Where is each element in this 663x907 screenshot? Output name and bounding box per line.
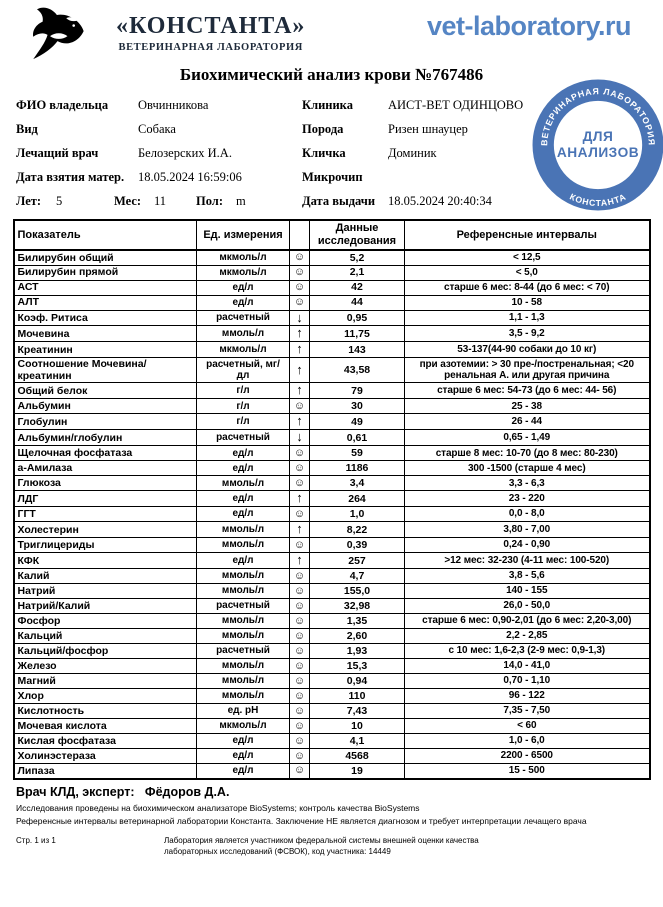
stamp-center-line1: ДЛЯ xyxy=(582,128,614,144)
table-row xyxy=(14,644,650,659)
reference-interval: 3,8 - 5,6 xyxy=(405,569,650,584)
analyte-value: 0,95 xyxy=(310,310,405,326)
table-row xyxy=(14,522,650,538)
analyte-value: 257 xyxy=(310,553,405,569)
analyte-unit: расчетный xyxy=(197,310,290,326)
analyte-unit: ммоль/л xyxy=(197,538,290,553)
analyte-value: 1,0 xyxy=(310,507,405,522)
reference-interval: 2,2 - 2,85 xyxy=(405,629,650,644)
smiley-icon: ☺ xyxy=(290,507,310,522)
table-row xyxy=(14,295,650,310)
reference-interval: 0,0 - 8,0 xyxy=(405,507,650,522)
analyte-name: КФК xyxy=(14,553,197,569)
analyte-name: Креатинин xyxy=(14,342,197,358)
analyte-name: Железо xyxy=(14,659,197,674)
analyte-value: 42 xyxy=(310,280,405,295)
smiley-icon: ☺ xyxy=(290,461,310,476)
analyte-value: 1186 xyxy=(310,461,405,476)
analyte-name: ЛДГ xyxy=(14,491,197,507)
issue-date-value: 18.05.2024 20:40:34 xyxy=(388,193,492,208)
table-row xyxy=(14,553,650,569)
table-row xyxy=(14,614,650,629)
reference-interval: 26,0 - 50,0 xyxy=(405,599,650,614)
analyte-unit: ммоль/л xyxy=(197,689,290,704)
table-row xyxy=(14,659,650,674)
arrow-up-icon: ↑ xyxy=(290,326,310,342)
smiley-icon: ☺ xyxy=(290,584,310,599)
table-row xyxy=(14,599,650,614)
smiley-icon: ☺ xyxy=(290,265,310,280)
reference-interval: 7,35 - 7,50 xyxy=(405,704,650,719)
reference-interval: 0,65 - 1,49 xyxy=(405,430,650,446)
reference-interval: при азотемии: > 30 пре-/постренальная; <20 ренальная А. или другая причина xyxy=(405,358,650,383)
arrow-up-icon: ↑ xyxy=(290,522,310,538)
vet-label: Лечащий врач xyxy=(16,145,99,160)
analyte-value: 0,61 xyxy=(310,430,405,446)
analyte-name: Глюкоза xyxy=(14,476,197,491)
accreditation-note: Лаборатория является участником федеральной системы внешней оценки качества лабораторных исследований (ФСВОК), код участника: 14449 xyxy=(164,835,479,856)
table-row xyxy=(14,461,650,476)
table-row xyxy=(14,265,650,280)
table-row xyxy=(14,507,650,522)
analyte-name: Кальций xyxy=(14,629,197,644)
owner-label: ФИО владельца xyxy=(16,97,109,112)
stamp-ring-bottom-text: КОНСТАНТА xyxy=(568,191,628,208)
smiley-icon: ☺ xyxy=(290,614,310,629)
analyte-name: Билирубин общий xyxy=(14,250,197,265)
smiley-icon: ☺ xyxy=(290,280,310,295)
table-row xyxy=(14,764,650,779)
analyte-name: Кальций/фосфор xyxy=(14,644,197,659)
issue-date-label: Дата выдачи xyxy=(302,193,376,208)
reference-interval: 96 - 122 xyxy=(405,689,650,704)
table-row xyxy=(14,629,650,644)
analyte-name: Альбумин/глобулин xyxy=(14,430,197,446)
clinic-value: АИСТ-ВЕТ ОДИНЦОВО xyxy=(388,97,524,112)
arrow-down-icon: ↓ xyxy=(290,310,310,326)
reference-interval: 1,1 - 1,3 xyxy=(405,310,650,326)
reference-interval: 3,80 - 7,00 xyxy=(405,522,650,538)
analyte-name: Щелочная фосфатаза xyxy=(14,446,197,461)
analyte-unit: ммоль/л xyxy=(197,476,290,491)
analyte-value: 10 xyxy=(310,719,405,734)
pet-name-label: Кличка xyxy=(302,145,346,160)
reference-interval: < 60 xyxy=(405,719,650,734)
analyte-value: 2,60 xyxy=(310,629,405,644)
analyte-value: 155,0 xyxy=(310,584,405,599)
smiley-icon: ☺ xyxy=(290,719,310,734)
report-header xyxy=(0,0,663,61)
table-row xyxy=(14,358,650,383)
analyte-unit: г/л xyxy=(197,383,290,399)
analyte-value: 1,35 xyxy=(310,614,405,629)
analyte-value: 7,43 xyxy=(310,704,405,719)
analyte-unit: ед/л xyxy=(197,280,290,295)
arrow-up-icon: ↑ xyxy=(290,414,310,430)
analyte-unit: ед/л xyxy=(197,491,290,507)
sex-value: m xyxy=(236,193,246,208)
smiley-icon: ☺ xyxy=(290,644,310,659)
analyte-unit: мкмоль/л xyxy=(197,719,290,734)
analyte-unit: ммоль/л xyxy=(197,569,290,584)
analyte-value: 59 xyxy=(310,446,405,461)
analyte-name: Холестерин xyxy=(14,522,197,538)
analyte-value: 49 xyxy=(310,414,405,430)
brand-name: «КОНСТАНТА» xyxy=(116,13,306,39)
patient-info xyxy=(16,93,647,213)
table-row xyxy=(14,342,650,358)
smiley-icon: ☺ xyxy=(290,399,310,414)
analyte-name: Кислотность xyxy=(14,704,197,719)
analyte-value: 110 xyxy=(310,689,405,704)
analyte-name: Кислая фосфатаза xyxy=(14,734,197,749)
sex-label: Пол: xyxy=(196,193,223,208)
analyte-name: Коэф. Ритиса xyxy=(14,310,197,326)
breed-label: Порода xyxy=(302,121,344,136)
reference-interval: 26 - 44 xyxy=(405,414,650,430)
smiley-icon: ☺ xyxy=(290,764,310,779)
smiley-icon: ☺ xyxy=(290,295,310,310)
analyte-name: АСТ xyxy=(14,280,197,295)
analyte-value: 30 xyxy=(310,399,405,414)
analyte-unit: ед/л xyxy=(197,764,290,779)
analyte-value: 4,7 xyxy=(310,569,405,584)
reference-interval: с 10 мес: 1,6-2,3 (2-9 мес: 0,9-1,3) xyxy=(405,644,650,659)
analyte-name: Холинэстераза xyxy=(14,749,197,764)
table-row xyxy=(14,399,650,414)
reference-interval: 10 - 58 xyxy=(405,295,650,310)
analyte-name: Мочевина xyxy=(14,326,197,342)
footer-bottom xyxy=(16,836,663,858)
reference-interval: 53-137(44-90 собаки до 10 кг) xyxy=(405,342,650,358)
col-header-unit: Ед. измерения xyxy=(197,220,290,250)
analyte-value: 3,4 xyxy=(310,476,405,491)
analyte-value: 0,39 xyxy=(310,538,405,553)
reference-interval: < 12,5 xyxy=(405,250,650,265)
vet-value: Белозерских И.А. xyxy=(138,145,232,160)
table-row xyxy=(14,280,650,295)
page-number: Стр. 1 из 1 xyxy=(16,835,56,845)
table-row xyxy=(14,430,650,446)
reference-interval: 3,3 - 6,3 xyxy=(405,476,650,491)
reference-interval: старше 6 мес: 0,90-2,01 (до 6 мес: 2,20-3,00) xyxy=(405,614,650,629)
smiley-icon: ☺ xyxy=(290,674,310,689)
analyte-unit: ммоль/л xyxy=(197,629,290,644)
smiley-icon: ☺ xyxy=(290,538,310,553)
table-row xyxy=(14,749,650,764)
analyte-value: 2,1 xyxy=(310,265,405,280)
analyte-name: а-Амилаза xyxy=(14,461,197,476)
analyte-name: Соотношение Мочевина/креатинин xyxy=(14,358,197,383)
table-row xyxy=(14,569,650,584)
breed-value: Ризен шнауцер xyxy=(388,121,468,136)
analyte-unit: ед/л xyxy=(197,446,290,461)
doctor-line xyxy=(16,785,663,799)
reference-interval: 140 - 155 xyxy=(405,584,650,599)
doctor-name: Фёдоров Д.А. xyxy=(144,784,230,799)
analyte-value: 0,94 xyxy=(310,674,405,689)
analyte-name: Липаза xyxy=(14,764,197,779)
smiley-icon: ☺ xyxy=(290,569,310,584)
table-row xyxy=(14,538,650,553)
analyte-value: 44 xyxy=(310,295,405,310)
smiley-icon: ☺ xyxy=(290,476,310,491)
reference-interval: 2200 - 6500 xyxy=(405,749,650,764)
reference-interval: >12 мес: 32-230 (4-11 мес: 100-520) xyxy=(405,553,650,569)
sample-date-label: Дата взятия матер. xyxy=(16,169,125,184)
website-url: vet-laboratory.ru xyxy=(426,11,631,41)
analyte-name: Натрий/Калий xyxy=(14,599,197,614)
doctor-label: Врач КЛД, эксперт: xyxy=(16,784,135,799)
reference-note: Референсные интервалы ветеринарной лаборатории Константа. Заключение НЕ является диагнозом и требует интерпретации лечащего врача xyxy=(16,816,587,827)
analyte-unit: ммоль/л xyxy=(197,674,290,689)
reference-interval: 300 -1500 (старше 4 мес) xyxy=(405,461,650,476)
analyte-name: Фосфор xyxy=(14,614,197,629)
analyte-value: 11,75 xyxy=(310,326,405,342)
analyte-name: Билирубин прямой xyxy=(14,265,197,280)
analyte-name: Хлор xyxy=(14,689,197,704)
table-row xyxy=(14,383,650,399)
analyte-unit: мкмоль/л xyxy=(197,342,290,358)
analyte-value: 32,98 xyxy=(310,599,405,614)
results-tbody xyxy=(14,250,650,779)
arrow-up-icon: ↑ xyxy=(290,491,310,507)
report-title: Биохимический анализ крови №767486 xyxy=(179,65,484,84)
reference-interval: 0,24 - 0,90 xyxy=(405,538,650,553)
analyte-value: 264 xyxy=(310,491,405,507)
years-value: 5 xyxy=(56,193,63,208)
analyte-name: Триглицериды xyxy=(14,538,197,553)
analyte-name: ГГТ xyxy=(14,507,197,522)
col-header-value: Данные исследования xyxy=(310,220,405,250)
analyte-value: 143 xyxy=(310,342,405,358)
analyte-unit: расчетный xyxy=(197,644,290,659)
footer-notes xyxy=(16,802,663,829)
table-row xyxy=(14,326,650,342)
analyte-unit: мкмоль/л xyxy=(197,265,290,280)
lab-brand xyxy=(14,5,305,61)
pet-name-value: Доминик xyxy=(388,145,437,160)
analyte-unit: г/л xyxy=(197,399,290,414)
analyte-unit: ед/л xyxy=(197,749,290,764)
analyte-unit: ммоль/л xyxy=(197,522,290,538)
reference-interval: 3,5 - 9,2 xyxy=(405,326,650,342)
arrow-up-icon: ↑ xyxy=(290,342,310,358)
reference-interval: 1,0 - 6,0 xyxy=(405,734,650,749)
microchip-label: Микрочип xyxy=(302,169,363,184)
brand-text xyxy=(116,13,305,53)
months-value: 11 xyxy=(154,193,167,208)
analyte-name: Калий xyxy=(14,569,197,584)
info-row xyxy=(16,117,647,141)
table-row xyxy=(14,310,650,326)
brand-subtitle: ВЕТЕРИНАРНАЯ ЛАБОРАТОРИЯ xyxy=(118,42,303,53)
info-row xyxy=(16,165,647,189)
analyzer-note: Исследования проведены на биохимическом анализаторе BioSystems; контроль качества BioSystems xyxy=(16,802,420,813)
analyte-name: Глобулин xyxy=(14,414,197,430)
table-row xyxy=(14,491,650,507)
table-row xyxy=(14,584,650,599)
arrow-down-icon: ↓ xyxy=(290,430,310,446)
analyte-unit: расчетный xyxy=(197,430,290,446)
table-row xyxy=(14,674,650,689)
arrow-up-icon: ↑ xyxy=(290,358,310,383)
table-row xyxy=(14,446,650,461)
table-row xyxy=(14,734,650,749)
analyte-name: Общий белок xyxy=(14,383,197,399)
clinic-label: Клиника xyxy=(302,97,353,112)
smiley-icon: ☺ xyxy=(290,659,310,674)
stamp-center-line2: АНАЛИЗОВ xyxy=(556,145,640,161)
col-header-analyte: Показатель xyxy=(14,220,197,250)
analyte-value: 79 xyxy=(310,383,405,399)
reference-interval: < 5,0 xyxy=(405,265,650,280)
sample-date-value: 18.05.2024 16:59:06 xyxy=(138,169,242,184)
analyte-name: Натрий xyxy=(14,584,197,599)
analyte-unit: ед/л xyxy=(197,507,290,522)
smiley-icon: ☺ xyxy=(290,629,310,644)
analyte-unit: ед. pH xyxy=(197,704,290,719)
analyte-unit: ед/л xyxy=(197,295,290,310)
analyte-value: 43,58 xyxy=(310,358,405,383)
table-row xyxy=(14,719,650,734)
analyte-unit: ммоль/л xyxy=(197,326,290,342)
reference-interval: 25 - 38 xyxy=(405,399,650,414)
smiley-icon: ☺ xyxy=(290,599,310,614)
reference-interval: 0,70 - 1,10 xyxy=(405,674,650,689)
analyte-name: Магний xyxy=(14,674,197,689)
orca-logo-icon xyxy=(14,5,106,61)
stamp-ring-top-text: ВЕТЕРИНАРНАЯ ЛАБОРАТОРИЯ xyxy=(539,86,657,147)
smiley-icon: ☺ xyxy=(290,689,310,704)
reference-interval: старше 6 мес: 54-73 (до 6 мес: 44- 56) xyxy=(405,383,650,399)
analyte-value: 15,3 xyxy=(310,659,405,674)
analyte-value: 4568 xyxy=(310,749,405,764)
analyte-unit: ммоль/л xyxy=(197,584,290,599)
smiley-icon: ☺ xyxy=(290,250,310,265)
info-row-age xyxy=(16,189,647,213)
info-row xyxy=(16,141,647,165)
reference-interval: 14,0 - 41,0 xyxy=(405,659,650,674)
col-header-reference: Референсные интервалы xyxy=(405,220,650,250)
reference-interval: 15 - 500 xyxy=(405,764,650,779)
analyte-value: 19 xyxy=(310,764,405,779)
results-table xyxy=(13,219,651,780)
reference-interval: старше 6 мес: 8-44 (до 6 мес: < 70) xyxy=(405,280,650,295)
smiley-icon: ☺ xyxy=(290,446,310,461)
analyte-unit: ед/л xyxy=(197,734,290,749)
owner-value: Овчинникова xyxy=(138,97,209,112)
analyte-name: Мочевая кислота xyxy=(14,719,197,734)
table-row xyxy=(14,414,650,430)
table-row xyxy=(14,704,650,719)
analyte-unit: ммоль/л xyxy=(197,614,290,629)
species-value: Собака xyxy=(138,121,176,136)
arrow-up-icon: ↑ xyxy=(290,553,310,569)
years-label: Лет: xyxy=(16,193,42,208)
reference-interval: старше 8 мес: 10-70 (до 8 мес: 80-230) xyxy=(405,446,650,461)
arrow-up-icon: ↑ xyxy=(290,383,310,399)
table-header-row xyxy=(14,220,650,250)
species-label: Вид xyxy=(16,121,38,136)
analyte-unit: г/л xyxy=(197,414,290,430)
analyte-value: 4,1 xyxy=(310,734,405,749)
analyte-value: 5,2 xyxy=(310,250,405,265)
info-row xyxy=(16,93,647,117)
smiley-icon: ☺ xyxy=(290,704,310,719)
table-row xyxy=(14,476,650,491)
col-header-status xyxy=(290,220,310,250)
table-row xyxy=(14,689,650,704)
table-row xyxy=(14,250,650,265)
analyte-value: 1,93 xyxy=(310,644,405,659)
analyte-unit: ед/л xyxy=(197,553,290,569)
smiley-icon: ☺ xyxy=(290,734,310,749)
analyte-name: АЛТ xyxy=(14,295,197,310)
analyte-unit: расчетный, мг/дл xyxy=(197,358,290,383)
months-label: Мес: xyxy=(114,193,142,208)
analyte-unit: ед/л xyxy=(197,461,290,476)
reference-interval: 23 - 220 xyxy=(405,491,650,507)
analyte-unit: расчетный xyxy=(197,599,290,614)
analyte-unit: ммоль/л xyxy=(197,659,290,674)
smiley-icon: ☺ xyxy=(290,749,310,764)
analyte-name: Альбумин xyxy=(14,399,197,414)
analyte-unit: мкмоль/л xyxy=(197,250,290,265)
analyte-value: 8,22 xyxy=(310,522,405,538)
